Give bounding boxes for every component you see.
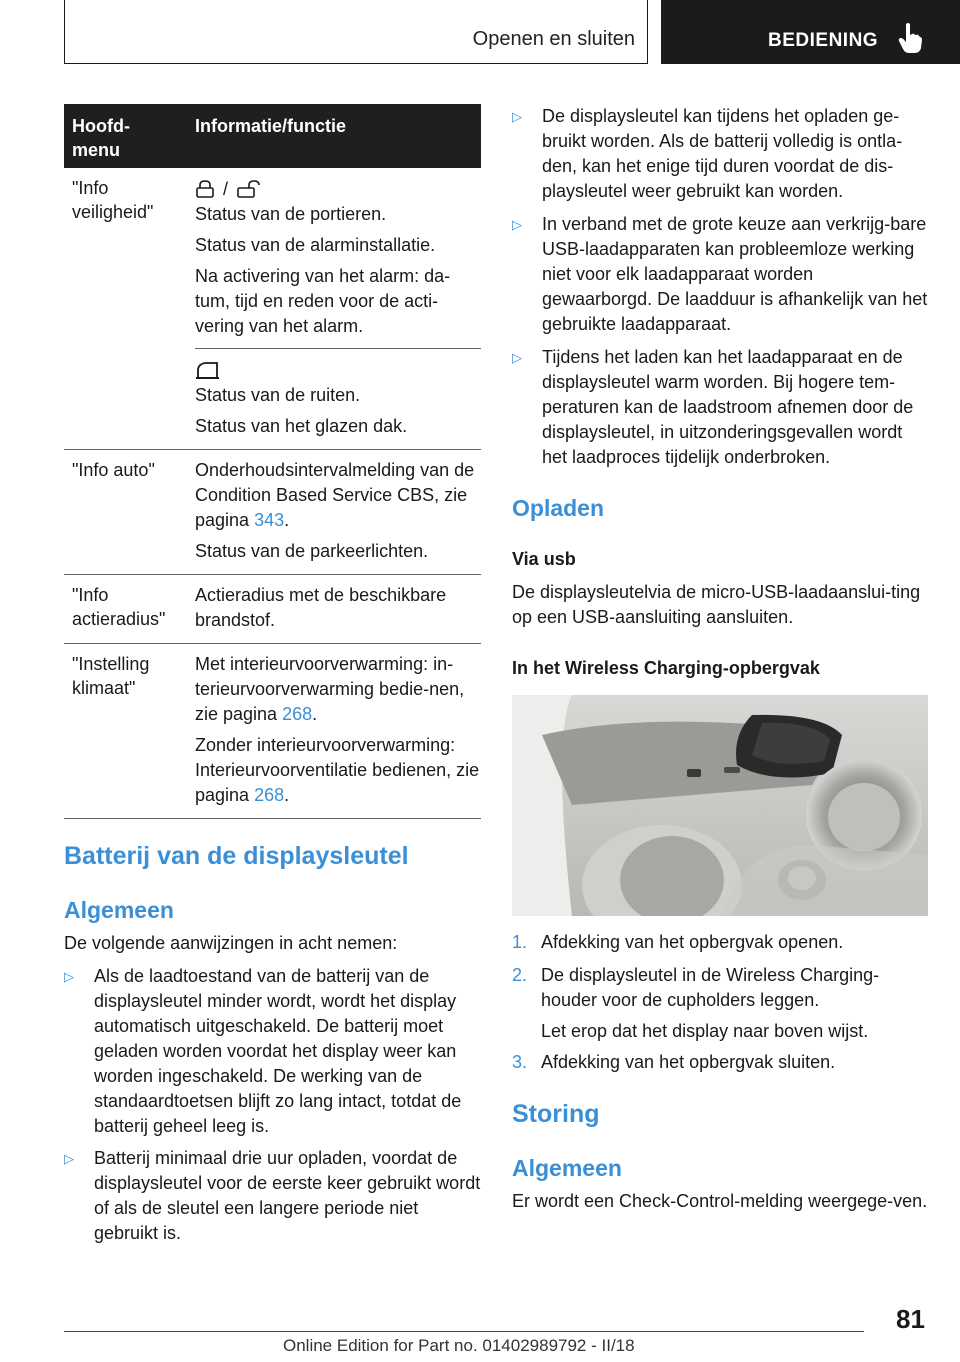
table-row [64, 168, 481, 349]
step-item: 1. Afdekking van het opbergvak openen. [512, 932, 844, 952]
list-item: ▷ Batterij minimaal drie uur opladen, voordat de displaysleutel voor de eerste keer gebruikt wordt of als de sleutel een langere periode niet gebruikt is. [64, 1148, 481, 1243]
table-row [64, 450, 481, 575]
row-menu: "Info veiligheid" [72, 178, 154, 222]
subsection-heading: Via usb [512, 549, 576, 569]
bullet-arrow-icon: ▷ [64, 969, 74, 984]
cell-text: Onderhoudsintervalmelding van de Condition Based Service CBS, zie pagina 343. [195, 460, 475, 530]
cell-text: Actieradius met de beschikbare brandstof. [195, 585, 447, 630]
list-item: ▷ In verband met de grote keuze aan verkrijg-bare USB-laadapparaten kan probleemloze werking niet voor elk laadapparaat worden gewaarborgd. De laadduur is afhankelijk van het gebruikte laadapparaat. [512, 214, 928, 334]
table-row [64, 644, 481, 819]
subsection-heading: Algemeen [64, 897, 174, 923]
chapter-title: BEDIENING [768, 30, 879, 51]
bullet-arrow-icon: ▷ [64, 1151, 74, 1166]
section-heading: Batterij van de displaysleutel [64, 842, 409, 870]
footer-divider [64, 1331, 864, 1332]
usb-text: De displaysleutelvia de micro-USB-laadaanslui-ting op een USB-aansluiting aansluiten. [512, 582, 921, 627]
header-chapter-box [661, 0, 960, 64]
edition-text: Online Edition for Part no. 01402989792 - II/18 [283, 1336, 635, 1355]
list-item: ▷ Als de laadtoestand van de batterij van de displaysleutel minder wordt, wordt het display automatisch uitgeschakeld. De batterij moet geladen worden voordat het display weer kan worden ingeschakeld. De werking van de standaardtoetsen blijft zo lang intact, totdat de batterij geheel leeg is. [64, 966, 462, 1136]
cell-text: Status van de alarminstallatie. [195, 235, 436, 255]
page-number: 81 [896, 1304, 925, 1334]
lock-closed-icon [195, 180, 215, 198]
bullet-arrow-icon: ▷ [512, 217, 522, 232]
icon-separator: / [223, 178, 229, 199]
pointing-hand-icon [897, 22, 923, 54]
page-link[interactable]: 268 [254, 785, 285, 805]
cell-text: Status van het glazen dak. [195, 416, 408, 436]
section-heading: Storing [512, 1100, 600, 1128]
cell-text: Status van de ruiten. [195, 385, 361, 405]
info-menu-table [64, 104, 481, 819]
page-link[interactable]: 268 [282, 704, 313, 724]
col-header-menu: Hoofd- menu [72, 116, 130, 160]
step-item: 2. De displaysleutel in de Wireless Charging-houder voor de cupholders leggen. Let erop dat het display naar boven wijst. [512, 965, 880, 1041]
cell-text: Status van de parkeerlichten. [195, 541, 429, 561]
row-menu: "Info auto" [72, 460, 155, 480]
table-row [64, 349, 481, 450]
list-item: ▷ De displaysleutel kan tijdens het opladen ge-bruikt worden. Als de batterij volledig is ontla-den, kan het enige tijd duren voordat de dis-playsleutel weer gebruikt kan worden. [512, 106, 903, 201]
cell-text: Status van de portieren. [195, 204, 387, 224]
cell-text: Na activering van het alarm: da-tum, tijd en reden voor de acti-vering van het alarm. [195, 266, 451, 336]
list-item: ▷ Tijdens het laden kan het laadapparaat en de displaysleutel warm worden. Bij hogere tem-peraturen kan de laadstroom afnemen door de displaysleutel, in uitzonderingsgevallen wordt het laadproces tijdelijk onderbroken. [512, 347, 914, 467]
section-title: Openen en sluiten [472, 28, 635, 50]
section-heading: Opladen [512, 495, 605, 521]
table-header [64, 104, 481, 168]
subsection-heading: Algemeen [512, 1155, 622, 1181]
door-status-icons [195, 176, 481, 202]
intro-text: De volgende aanwijzingen in acht nemen: [64, 933, 398, 953]
page-link[interactable]: 343 [254, 510, 285, 530]
bullet-arrow-icon: ▷ [512, 350, 522, 365]
row-menu: "Instelling klimaat" [72, 654, 150, 698]
cell-text: Zonder interieurvoorverwarming: Interieurvoorventilatie bedienen, zie pagina 268. [195, 735, 480, 805]
cell-text: Met interieurvoorverwarming: in-terieurvoorverwarming bedie-nen, zie pagina 268. [195, 654, 465, 724]
header-section-box [64, 0, 648, 64]
wireless-charging-tray-illustration [512, 695, 928, 916]
row-menu: "Info actieradius" [72, 585, 166, 629]
col-header-info: Informatie/functie [195, 116, 347, 136]
window-icon [195, 360, 221, 380]
storing-text: Er wordt een Check-Control-melding weergege-ven. [512, 1191, 928, 1211]
table-row [64, 575, 481, 644]
step-item: 3. Afdekking van het opbergvak sluiten. [512, 1052, 836, 1072]
subsection-heading: In het Wireless Charging-opbergvak [512, 658, 820, 678]
lock-open-icon [236, 180, 262, 198]
bullet-arrow-icon: ▷ [512, 109, 522, 124]
